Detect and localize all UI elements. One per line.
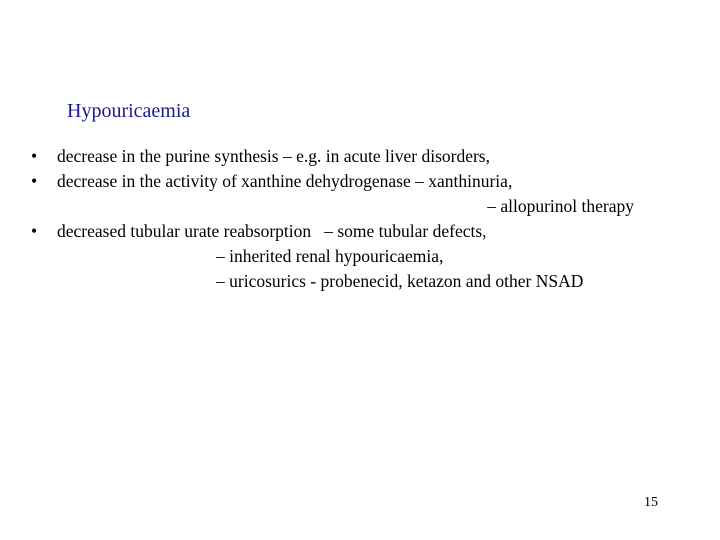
bullet-marker: •: [31, 171, 38, 191]
bullet-text: decreased tubular urate reabsorption – some tubular defects,: [57, 221, 487, 241]
bullet-continuation: [0, 194, 720, 219]
bullet-continuation: [0, 244, 720, 269]
bullet-item: [0, 169, 720, 194]
bullet-item: [0, 219, 720, 244]
bullet-text: decrease in the purine synthesis – e.g. in acute liver disorders,: [57, 146, 490, 166]
page-number: 15: [644, 495, 658, 510]
slide-title: Hypouricaemia: [67, 100, 191, 122]
bullet-continuation: [0, 269, 720, 294]
bullet-continuation-text: – inherited renal hypouricaemia,: [216, 246, 444, 266]
bullet-item: [0, 144, 720, 169]
bullet-list: [0, 144, 720, 294]
bullet-text: decrease in the activity of xanthine dehydrogenase – xanthinuria,: [57, 171, 513, 191]
bullet-marker: •: [31, 146, 38, 166]
bullet-marker: •: [31, 221, 38, 241]
bullet-continuation-text: – uricosurics - probenecid, ketazon and other NSAD: [216, 271, 584, 291]
bullet-continuation-text: – allopurinol therapy: [487, 196, 634, 216]
